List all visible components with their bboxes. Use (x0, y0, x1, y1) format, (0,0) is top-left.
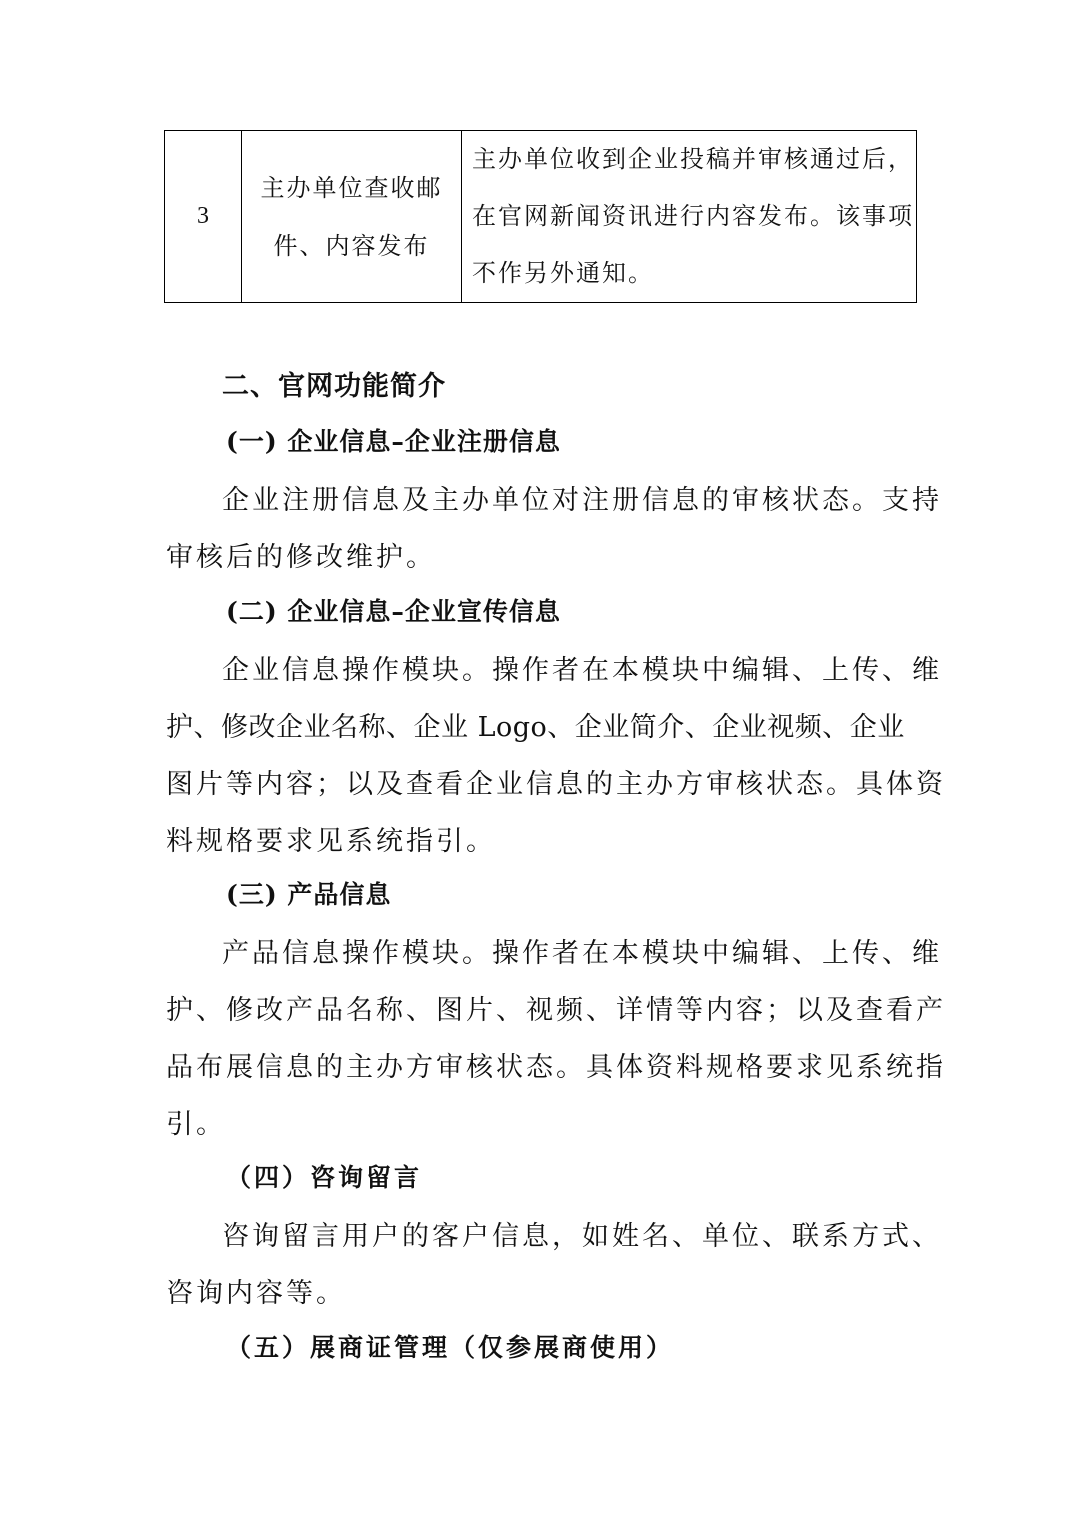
subsection-heading-1: (一) 企业信息–企业注册信息 (226, 427, 561, 456)
paragraph-line: 企业注册信息及主办单位对注册信息的审核状态。支持 (222, 485, 942, 516)
process-table (164, 130, 917, 303)
subsection-heading-3: (三) 产品信息 (226, 880, 392, 909)
step-name-line: 件、内容发布 (273, 231, 430, 260)
paragraph-line: 企业信息操作模块。操作者在本模块中编辑、上传、维 (222, 655, 942, 686)
paragraph-line: 图片等内容；以及查看企业信息的主办方审核状态。具体资 (166, 769, 946, 800)
subsection-body-3 (166, 925, 946, 1153)
subsection-body-1 (166, 472, 942, 586)
paragraph-line: 引。 (166, 1109, 226, 1140)
subsection-heading-5: （五）展商证管理（仅参展商使用） (226, 1333, 675, 1362)
step-description-line: 主办单位收到企业投稿并审核通过后， (472, 145, 914, 173)
subsection-heading-2: (二) 企业信息–企业宣传信息 (226, 597, 561, 626)
paragraph-line: 护、修改产品名称、图片、视频、详情等内容；以及查看产 (166, 995, 946, 1026)
step-description-line: 在官网新闻资讯进行内容发布。该事项 (472, 202, 914, 230)
subsection-body-2 (166, 642, 946, 870)
table-row (165, 131, 917, 303)
paragraph-line: 品布展信息的主办方审核状态。具体资料规格要求见系统指 (166, 1052, 946, 1083)
step-name-line: 主办单位查收邮 (260, 173, 443, 202)
section-title: 二、官网功能简介 (222, 371, 446, 402)
paragraph-line: 产品信息操作模块。操作者在本模块中编辑、上传、维 (222, 938, 942, 969)
subsection-heading-4: （四）咨询留言 (226, 1163, 423, 1192)
paragraph-line: 审核后的修改维护。 (166, 542, 436, 573)
step-description-line: 不作另外通知。 (472, 259, 654, 287)
step-name-cell (242, 131, 462, 303)
step-number-cell: 3 (165, 131, 242, 303)
step-description-cell (462, 131, 917, 303)
paragraph-line: 护、修改企业名称、企业 Logo、企业简介、企业视频、企业 (166, 712, 905, 743)
subsection-body-4 (166, 1208, 942, 1322)
paragraph-line: 咨询内容等。 (166, 1278, 346, 1309)
paragraph-line: 料规格要求见系统指引。 (166, 826, 496, 857)
paragraph-line: 咨询留言用户的客户信息，如姓名、单位、联系方式、 (222, 1221, 942, 1252)
